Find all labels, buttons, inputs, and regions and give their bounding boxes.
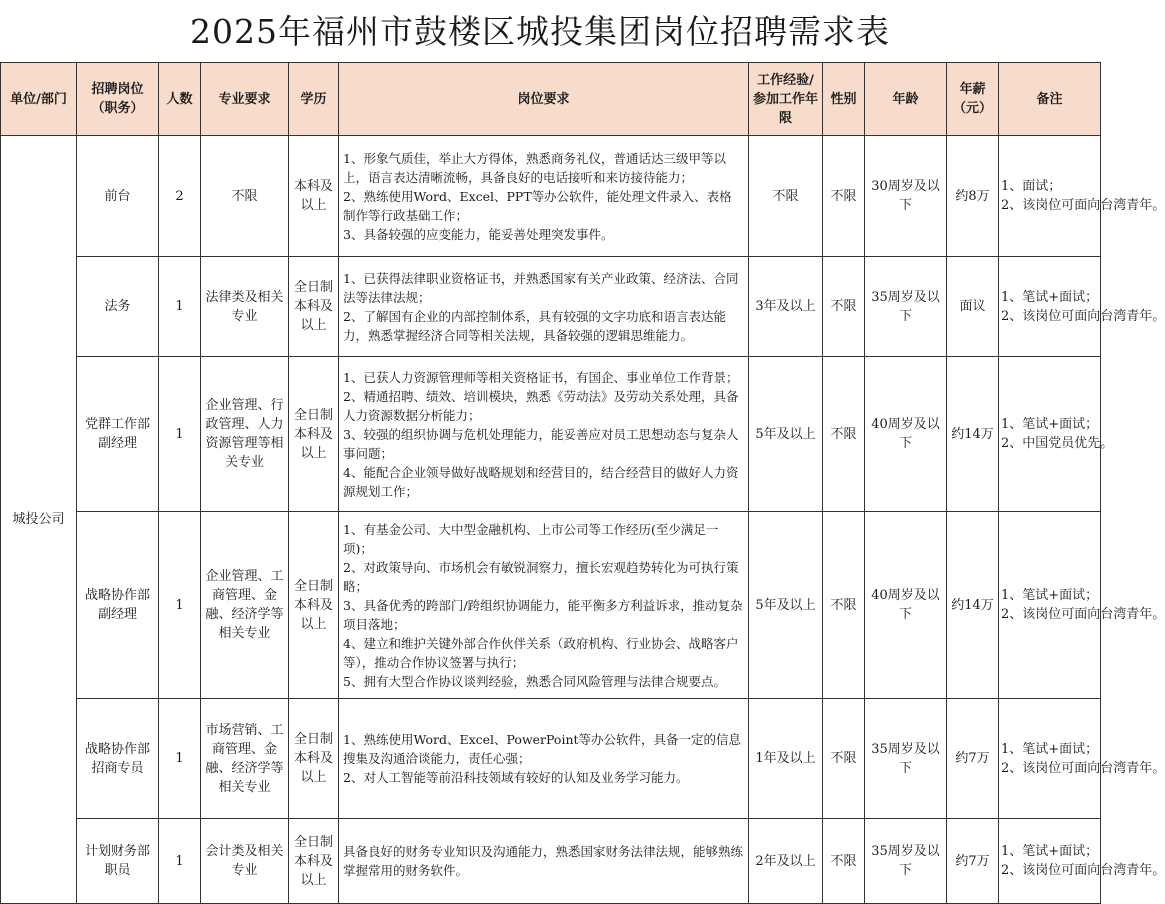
age-cell: 35周岁及以下	[865, 819, 947, 904]
requirements-cell: 1、熟练使用Word、Excel、PowerPoint等办公软件，具备一定的信息搜集及沟通洽谈能力，责任心强； 2、对人工智能等前沿科技领域有较好的认知及业务学习能力。	[339, 699, 749, 819]
position-cell: 法务	[77, 257, 159, 357]
requirements-cell: 1、有基金公司、大中型金融机构、上市公司等工作经历(至少满足一项)； 2、对政策导向、市场机会有敏锐洞察力，擅长宏观趋势转化为可执行策略； 3、具备优秀的跨部门/跨组织协调能力，能平衡多方利益诉求，推动复杂项目落地； 4、建立和维护关键外部合作伙伴关系（政府机构、行业协会、战略客户等），推动合作协议签署与执行； 5、拥有大型合作协议谈判经验，熟悉合同风险管理与法律合规要点。	[339, 512, 749, 699]
age-cell: 40周岁及以下	[865, 512, 947, 699]
experience-cell: 5年及以上	[749, 357, 823, 512]
experience-cell: 不限	[749, 136, 823, 257]
header-requirements: 岗位要求	[339, 63, 749, 136]
remarks-cell: 1、笔试+面试； 2、该岗位可面向台湾青年。	[999, 512, 1101, 699]
major-cell: 法律类及相关专业	[201, 257, 289, 357]
education-cell: 全日制本科及以上	[289, 699, 339, 819]
requirements-cell: 1、已获人力资源管理师等相关资格证书，有国企、事业单位工作背景； 2、精通招聘、绩效、培训模块，熟悉《劳动法》及劳动关系处理，具备人力资源数据分析能力； 3、较强的组织协调与危机处理能力，能妥善应对员工思想动态与复杂人事问题； 4、能配合企业领导做好战略规划和经营目的，结合经营目的做好人力资源规划工作；	[339, 357, 749, 512]
count-cell: 1	[159, 699, 201, 819]
major-cell: 企业管理、行政管理、人力资源管理等相关专业	[201, 357, 289, 512]
table-row	[1, 699, 1101, 819]
gender-cell: 不限	[823, 819, 865, 904]
header-gender: 性别	[823, 63, 865, 136]
age-cell: 30周岁及以下	[865, 136, 947, 257]
recruitment-table	[0, 62, 1165, 904]
remarks-cell: 1、笔试+面试； 2、该岗位可面向台湾青年。	[999, 257, 1101, 357]
gender-cell: 不限	[823, 699, 865, 819]
header-count: 人数	[159, 63, 201, 136]
salary-cell: 约7万	[947, 819, 999, 904]
remarks-cell: 1、笔试+面试； 2、中国党员优先。	[999, 357, 1101, 512]
position-cell: 党群工作部副经理	[77, 357, 159, 512]
education-cell: 本科及以上	[289, 136, 339, 257]
education-cell: 全日制本科及以上	[289, 257, 339, 357]
table-row	[1, 819, 1101, 904]
salary-cell: 面议	[947, 257, 999, 357]
age-cell: 35周岁及以下	[865, 257, 947, 357]
salary-cell: 约14万	[947, 512, 999, 699]
count-cell: 1	[159, 257, 201, 357]
header-salary: 年薪（元）	[947, 63, 999, 136]
table-row	[1, 136, 1101, 257]
position-cell: 战略协作部招商专员	[77, 699, 159, 819]
salary-cell: 约8万	[947, 136, 999, 257]
position-cell: 前台	[77, 136, 159, 257]
experience-cell: 5年及以上	[749, 512, 823, 699]
education-cell: 全日制本科及以上	[289, 512, 339, 699]
header-unit: 单位/部门	[1, 63, 77, 136]
major-cell: 不限	[201, 136, 289, 257]
remarks-cell: 1、面试； 2、该岗位可面向台湾青年。	[999, 136, 1101, 257]
position-cell: 计划财务部职员	[77, 819, 159, 904]
count-cell: 1	[159, 357, 201, 512]
gender-cell: 不限	[823, 257, 865, 357]
gender-cell: 不限	[823, 136, 865, 257]
remarks-cell: 1、笔试+面试； 2、该岗位可面向台湾青年。	[999, 699, 1101, 819]
experience-cell: 3年及以上	[749, 257, 823, 357]
gender-cell: 不限	[823, 357, 865, 512]
gender-cell: 不限	[823, 512, 865, 699]
count-cell: 1	[159, 819, 201, 904]
age-cell: 35周岁及以下	[865, 699, 947, 819]
salary-cell: 约14万	[947, 357, 999, 512]
unit-cell: 城投公司	[1, 136, 77, 904]
experience-cell: 2年及以上	[749, 819, 823, 904]
major-cell: 企业管理、工商管理、金融、经济学等相关专业	[201, 512, 289, 699]
major-cell: 市场营销、工商管理、金融、经济学等相关专业	[201, 699, 289, 819]
count-cell: 2	[159, 136, 201, 257]
education-cell: 全日制本科及以上	[289, 819, 339, 904]
header-row	[1, 63, 1101, 136]
header-major: 专业要求	[201, 63, 289, 136]
requirements-cell: 1、已获得法律职业资格证书，并熟悉国家有关产业政策、经济法、合同法等法律法规； 2、了解国有企业的内部控制体系，具有较强的文字功底和语言表达能力，熟悉掌握经济合同等相关法规，具备较强的逻辑思维能力。	[339, 257, 749, 357]
major-cell: 会计类及相关专业	[201, 819, 289, 904]
count-cell: 1	[159, 512, 201, 699]
table-row	[1, 512, 1101, 699]
header-position: 招聘岗位（职务）	[77, 63, 159, 136]
position-cell: 战略协作部副经理	[77, 512, 159, 699]
requirements-cell: 1、形象气质佳，举止大方得体，熟悉商务礼仪，普通话达三级甲等以上，语言表达清晰流畅，具备良好的电话接听和来访接待能力； 2、熟练使用Word、Excel、PPT等办公软件，能处理文件录入、表格制作等行政基础工作； 3、具备较强的应变能力，能妥善处理突发事件。	[339, 136, 749, 257]
requirements-cell: 具备良好的财务专业知识及沟通能力，熟悉国家财务法律法规，能够熟练掌握常用的财务软件。	[339, 819, 749, 904]
header-experience: 工作经验/参加工作年限	[749, 63, 823, 136]
table-row	[1, 257, 1101, 357]
header-education: 学历	[289, 63, 339, 136]
header-age: 年龄	[865, 63, 947, 136]
page-title: 2025年福州市鼓楼区城投集团岗位招聘需求表	[190, 12, 890, 51]
header-remarks: 备注	[999, 63, 1101, 136]
age-cell: 40周岁及以下	[865, 357, 947, 512]
experience-cell: 1年及以上	[749, 699, 823, 819]
table-row	[1, 357, 1101, 512]
education-cell: 全日制本科及以上	[289, 357, 339, 512]
remarks-cell: 1、笔试+面试； 2、该岗位可面向台湾青年。	[999, 819, 1101, 904]
salary-cell: 约7万	[947, 699, 999, 819]
